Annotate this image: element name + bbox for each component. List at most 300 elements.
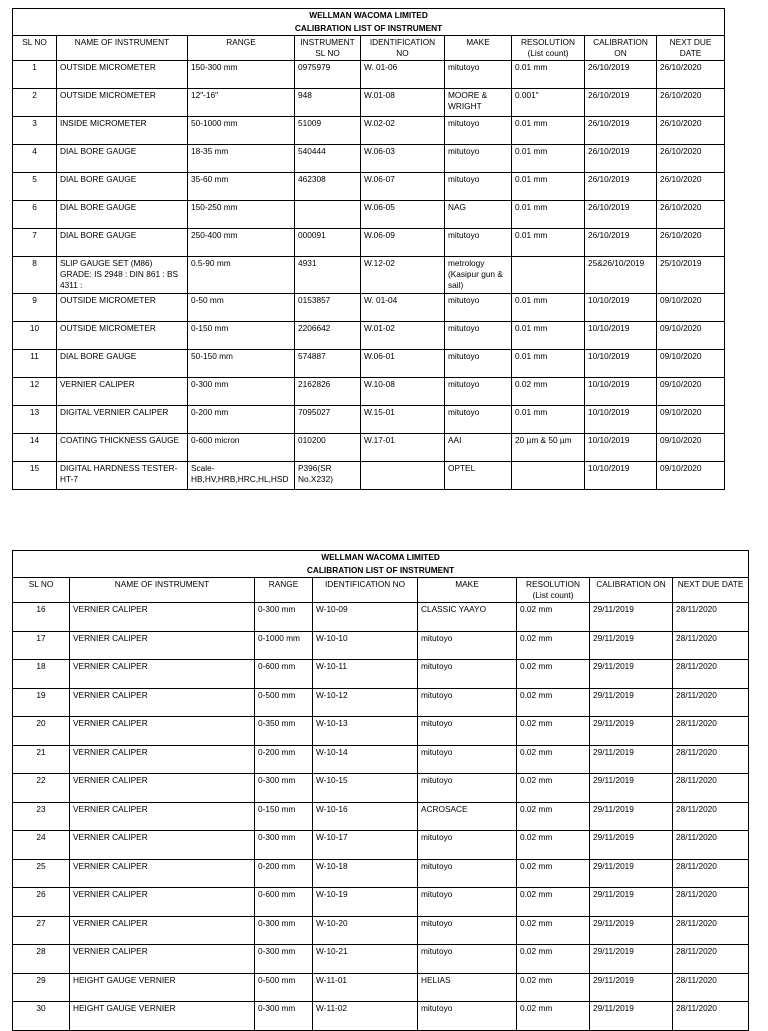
col-header: CALIBRATION ON [590,578,673,603]
table-cell: 0.02 mm [517,973,590,1002]
table-cell: 29/11/2019 [590,603,673,632]
table-cell: 540444 [295,145,361,173]
table-cell: metrology (Kasipur gun & sail) [445,257,512,294]
table-cell: CLASSIC YAAYO [418,603,517,632]
table-cell: COATING THICKNESS GAUGE [57,434,188,462]
table-row [13,378,725,406]
table-cell: mitutoyo [445,229,512,257]
table-cell: 0.01 mm [512,145,585,173]
table-cell: VERNIER CALIPER [70,660,255,689]
table-cell: 4931 [295,257,361,294]
table-cell: VERNIER CALIPER [70,745,255,774]
table-cell: 28/11/2020 [673,945,749,974]
table-cell [512,462,585,490]
table-cell: W.10-08 [361,378,445,406]
col-header: SL NO [13,578,70,603]
table-cell: 29/11/2019 [590,802,673,831]
col-header: INSTRUMENT SL NO [295,36,361,61]
table-cell: mitutoyo [445,322,512,350]
table-cell: 29/11/2019 [590,631,673,660]
table-cell: mitutoyo [418,717,517,746]
table-cell: 0-600 mm [255,660,313,689]
table-cell: 22 [13,774,70,803]
table-cell: W-10-18 [313,859,418,888]
table-row [13,322,725,350]
table-cell: mitutoyo [418,745,517,774]
table-cell: 2206642 [295,322,361,350]
table-cell: 0-200 mm [188,406,295,434]
table-cell: 25&26/10/2019 [585,257,657,294]
table-row [13,89,725,117]
table-cell: mitutoyo [445,117,512,145]
table-cell: 0.02 mm [517,774,590,803]
table-cell: 10/10/2019 [585,434,657,462]
table-cell: 250-400 mm [188,229,295,257]
table-cell: 29/11/2019 [590,717,673,746]
table-cell: 28/11/2020 [673,745,749,774]
table-row [13,916,749,945]
table-cell: 29/11/2019 [590,888,673,917]
table-cell: 09/10/2020 [657,322,725,350]
table-cell: 28 [13,945,70,974]
table-cell: mitutoyo [445,61,512,89]
table-cell: Scale- HB,HV,HRB,HRC,HL,HSD [188,462,295,490]
table-cell: VERNIER CALIPER [70,774,255,803]
table-cell [295,201,361,229]
table-cell: 28/11/2020 [673,717,749,746]
table-cell: 0153857 [295,294,361,322]
list-subtitle: CALIBRATION LIST OF INSTRUMENT [13,564,749,578]
col-header: SL NO [13,36,57,61]
table-cell: mitutoyo [418,688,517,717]
table-cell: OUTSIDE MICROMETER [57,322,188,350]
table-cell: W-10-12 [313,688,418,717]
col-header: NAME OF INSTRUMENT [57,36,188,61]
table-cell: 0.01 mm [512,294,585,322]
table-cell: 18-35 mm [188,145,295,173]
table-cell: 26/10/2019 [585,201,657,229]
table-cell: 0-150 mm [255,802,313,831]
table-cell: OUTSIDE MICROMETER [57,294,188,322]
table-cell: 09/10/2020 [657,294,725,322]
table-cell: 10/10/2019 [585,378,657,406]
table-row [13,1002,749,1031]
table-cell: 150-250 mm [188,201,295,229]
table-cell: 0.02 mm [517,717,590,746]
table-cell: W.06-01 [361,350,445,378]
table-cell: 0-300 mm [255,945,313,974]
table-cell: 09/10/2020 [657,434,725,462]
table-row [13,859,749,888]
table-cell: 28/11/2020 [673,603,749,632]
table-cell: 20 [13,717,70,746]
table-cell: DIAL BORE GAUGE [57,229,188,257]
table-cell: 0-1000 mm [255,631,313,660]
table-cell: 26/10/2020 [657,117,725,145]
table-cell: 1 [13,61,57,89]
table-cell: 26/10/2019 [585,117,657,145]
table-cell: VERNIER CALIPER [57,378,188,406]
company-title: WELLMAN WACOMA LIMITED [13,551,749,565]
table-cell: VERNIER CALIPER [70,688,255,717]
table-cell: VERNIER CALIPER [70,831,255,860]
table-row [13,406,725,434]
table-cell: HEIGHT GAUGE VERNIER [70,1002,255,1031]
table-cell: DIAL BORE GAUGE [57,173,188,201]
table-row [13,774,749,803]
table-row [13,173,725,201]
table-cell: 25/10/2019 [657,257,725,294]
table-cell: 0975979 [295,61,361,89]
table-cell: mitutoyo [418,945,517,974]
table-cell: 150-300 mm [188,61,295,89]
table-cell: mitutoyo [445,173,512,201]
calibration-table-2 [12,550,749,1031]
table-cell: 28/11/2020 [673,631,749,660]
table-cell: W-10-21 [313,945,418,974]
table-cell: 462308 [295,173,361,201]
table-row [13,717,749,746]
table-cell [512,257,585,294]
table-cell: 0.02 mm [517,916,590,945]
table-cell: 0-300 mm [255,831,313,860]
table-row [13,117,725,145]
table-cell: 0.02 mm [517,1002,590,1031]
table-cell: 0.01 mm [512,61,585,89]
table-cell: INSIDE MICROMETER [57,117,188,145]
table-row [13,888,749,917]
table-cell: 29/11/2019 [590,688,673,717]
table-cell: 21 [13,745,70,774]
table-cell: 29/11/2019 [590,916,673,945]
table-cell: W-10-20 [313,916,418,945]
table-cell: 51009 [295,117,361,145]
table-cell: mitutoyo [418,774,517,803]
table-cell: 28/11/2020 [673,973,749,1002]
table-cell: W-10-17 [313,831,418,860]
table-cell: VERNIER CALIPER [70,916,255,945]
table-cell: mitutoyo [418,831,517,860]
table-cell: 25 [13,859,70,888]
table-cell: W.15-01 [361,406,445,434]
table-cell: P396(SR No.X232) [295,462,361,490]
table-cell: W. 01-06 [361,61,445,89]
table-cell: 29 [13,973,70,1002]
table-cell: 0.02 mm [517,745,590,774]
table-cell: 28/11/2020 [673,859,749,888]
table-cell: 28/11/2020 [673,916,749,945]
table-cell: VERNIER CALIPER [70,859,255,888]
table-cell: mitutoyo [418,631,517,660]
table-cell: 0-300 mm [188,378,295,406]
table-cell: W.01-02 [361,322,445,350]
table-row [13,660,749,689]
table-cell: VERNIER CALIPER [70,945,255,974]
table-row [13,603,749,632]
table-cell: 50-150 mm [188,350,295,378]
col-header: CALIBRATION ON [585,36,657,61]
table-cell: DIAL BORE GAUGE [57,145,188,173]
table-cell: NAG [445,201,512,229]
table-cell: 0-300 mm [255,774,313,803]
col-header: IDENTIFICATION NO [361,36,445,61]
col-header: RANGE [255,578,313,603]
table-cell: 7 [13,229,57,257]
table-cell: AAI [445,434,512,462]
table-cell: 0.02 mm [517,802,590,831]
table-cell: 26/10/2020 [657,145,725,173]
table-row [13,434,725,462]
table-cell: VERNIER CALIPER [70,631,255,660]
table-cell: DIAL BORE GAUGE [57,350,188,378]
table-cell: mitutoyo [445,378,512,406]
table-cell: 26/10/2020 [657,61,725,89]
table-cell: mitutoyo [445,406,512,434]
table-cell: 0-500 mm [255,973,313,1002]
table-row [13,229,725,257]
table-cell: 0.02 mm [517,831,590,860]
table-cell: 574887 [295,350,361,378]
table-cell: 5 [13,173,57,201]
table-cell: 26/10/2019 [585,145,657,173]
table-cell: 10/10/2019 [585,294,657,322]
table-row [13,145,725,173]
table-cell: 23 [13,802,70,831]
table-cell: 10/10/2019 [585,462,657,490]
company-title: WELLMAN WACOMA LIMITED [13,9,725,23]
table-cell: VERNIER CALIPER [70,888,255,917]
table-cell: VERNIER CALIPER [70,717,255,746]
col-header: MAKE [418,578,517,603]
table-cell: 0-600 mm [255,888,313,917]
table-cell: 29/11/2019 [590,660,673,689]
table-cell: 28/11/2020 [673,774,749,803]
table-cell: 0.01 mm [512,350,585,378]
table-cell: 12"-16" [188,89,295,117]
table-cell: mitutoyo [418,859,517,888]
table-cell: mitutoyo [418,1002,517,1031]
table-cell: 26/10/2020 [657,173,725,201]
table-cell: 13 [13,406,57,434]
table-cell: 7095027 [295,406,361,434]
table-row [13,745,749,774]
table-cell: 28/11/2020 [673,688,749,717]
table-cell: 0.01 mm [512,322,585,350]
table-cell: OUTSIDE MICROMETER [57,61,188,89]
table-cell: mitutoyo [418,888,517,917]
list-subtitle: CALIBRATION LIST OF INSTRUMENT [13,22,725,36]
table-cell: 10/10/2019 [585,350,657,378]
table-cell: 0-350 mm [255,717,313,746]
col-header: MAKE [445,36,512,61]
table-cell: DIGITAL VERNIER CALIPER [57,406,188,434]
table-cell: W.17-01 [361,434,445,462]
table-cell: 28/11/2020 [673,831,749,860]
table-cell: 0-300 mm [255,1002,313,1031]
table-cell: 26 [13,888,70,917]
table-cell: W-10-16 [313,802,418,831]
table-cell: HELIAS [418,973,517,1002]
table-cell: 10/10/2019 [585,322,657,350]
table-cell: 11 [13,350,57,378]
table-cell: 29/11/2019 [590,745,673,774]
table-cell: 0-200 mm [255,745,313,774]
table-cell: 10 [13,322,57,350]
table-cell: 29/11/2019 [590,859,673,888]
table-cell: 29/11/2019 [590,1002,673,1031]
col-header: RANGE [188,36,295,61]
table-cell: 28/11/2020 [673,660,749,689]
table-row [13,688,749,717]
table-cell: 0.02 mm [517,945,590,974]
col-header: NEXT DUE DATE [673,578,749,603]
table-cell: 15 [13,462,57,490]
table-cell: 26/10/2019 [585,61,657,89]
table-row [13,61,725,89]
table-cell: MOORE & WRIGHT [445,89,512,117]
table-cell: 09/10/2020 [657,406,725,434]
table-cell: W.02-02 [361,117,445,145]
col-header: RESOLUTION (List count) [512,36,585,61]
table-row [13,945,749,974]
table-cell: 18 [13,660,70,689]
table-cell: 0.01 mm [512,229,585,257]
table-cell: 12 [13,378,57,406]
col-header: NAME OF INSTRUMENT [70,578,255,603]
table-cell: W-10-15 [313,774,418,803]
table-cell: 0-150 mm [188,322,295,350]
table-cell: 0.02 mm [517,603,590,632]
table-cell: W-10-14 [313,745,418,774]
table-cell: W.06-05 [361,201,445,229]
table-cell: 0-300 mm [255,916,313,945]
table-cell: W. 01-04 [361,294,445,322]
col-header: RESOLUTION (List count) [517,578,590,603]
table-cell: 35-60 mm [188,173,295,201]
table-cell: W.06-07 [361,173,445,201]
table-row [13,973,749,1002]
table-cell: mitutoyo [445,294,512,322]
table-cell: 29/11/2019 [590,831,673,860]
table-cell: 09/10/2020 [657,378,725,406]
table-row [13,350,725,378]
table-cell: 9 [13,294,57,322]
header-row [13,36,725,61]
table-row [13,631,749,660]
table-cell: 26/10/2019 [585,229,657,257]
table-cell: mitutoyo [418,916,517,945]
table-cell: 27 [13,916,70,945]
table-cell: 0-200 mm [255,859,313,888]
table-cell: 0.001" [512,89,585,117]
table-cell: 09/10/2020 [657,462,725,490]
table-cell: 010200 [295,434,361,462]
table-cell: 3 [13,117,57,145]
table-cell: 0.02 mm [517,631,590,660]
table-cell: W.06-03 [361,145,445,173]
table-cell: 2 [13,89,57,117]
table-cell: 0.01 mm [512,201,585,229]
table-cell: 09/10/2020 [657,350,725,378]
table-cell: W.01-08 [361,89,445,117]
table-cell [361,462,445,490]
table-cell: 10/10/2019 [585,406,657,434]
table-cell: 50-1000 mm [188,117,295,145]
table-cell: 29/11/2019 [590,945,673,974]
header-row [13,578,749,603]
calibration-table-1 [12,8,725,490]
table-row [13,462,725,490]
table-cell: W-11-01 [313,973,418,1002]
col-header: IDENTIFICATION NO [313,578,418,603]
table-cell: 20 µm & 50 µm [512,434,585,462]
table-cell: mitutoyo [445,350,512,378]
table-cell: 0.01 mm [512,173,585,201]
table-cell: W-10-19 [313,888,418,917]
table-cell: 0.02 mm [517,888,590,917]
table-cell: VERNIER CALIPER [70,603,255,632]
table-row [13,257,725,294]
table-cell: SLIP GAUGE SET (M86) GRADE: IS 2948 : DIN 861 : BS 4311 : [57,257,188,294]
table-cell: mitutoyo [445,145,512,173]
table-cell: W-10-09 [313,603,418,632]
table-cell: 26/10/2020 [657,229,725,257]
table-cell: W-11-02 [313,1002,418,1031]
table-cell: 28/11/2020 [673,802,749,831]
table-row [13,294,725,322]
table-cell: ACROSACE [418,802,517,831]
table-cell: 26/10/2020 [657,89,725,117]
table-cell: W-10-10 [313,631,418,660]
table-cell: DIGITAL HARDNESS TESTER- HT-7 [57,462,188,490]
table-cell: 0-500 mm [255,688,313,717]
table-cell: 0.02 mm [512,378,585,406]
table-cell: 17 [13,631,70,660]
table-cell: 28/11/2020 [673,1002,749,1031]
table-cell: 0.01 mm [512,406,585,434]
table-cell: 14 [13,434,57,462]
table-cell: 8 [13,257,57,294]
table-cell: W-10-11 [313,660,418,689]
table-cell: 6 [13,201,57,229]
table-cell: W.12-02 [361,257,445,294]
table-cell: 19 [13,688,70,717]
table-cell: HEIGHT GAUGE VERNIER [70,973,255,1002]
table-cell: OUTSIDE MICROMETER [57,89,188,117]
table-cell: 0-600 micron [188,434,295,462]
table-cell: 0.02 mm [517,859,590,888]
table-row [13,802,749,831]
table-cell: 26/10/2020 [657,201,725,229]
table-cell: mitutoyo [418,660,517,689]
table-cell: 0.02 mm [517,660,590,689]
table-cell: 000091 [295,229,361,257]
table-cell: W-10-13 [313,717,418,746]
table-cell: VERNIER CALIPER [70,802,255,831]
table-row [13,201,725,229]
table-cell: 948 [295,89,361,117]
table-cell: OPTEL [445,462,512,490]
table-row [13,831,749,860]
table-cell: 4 [13,145,57,173]
table-cell: 29/11/2019 [590,774,673,803]
table-cell: 0-50 mm [188,294,295,322]
table-cell: 0-300 mm [255,603,313,632]
table-cell: 0.01 mm [512,117,585,145]
table-cell: 26/10/2019 [585,89,657,117]
table-cell: 0.5-90 mm [188,257,295,294]
table-cell: 30 [13,1002,70,1031]
